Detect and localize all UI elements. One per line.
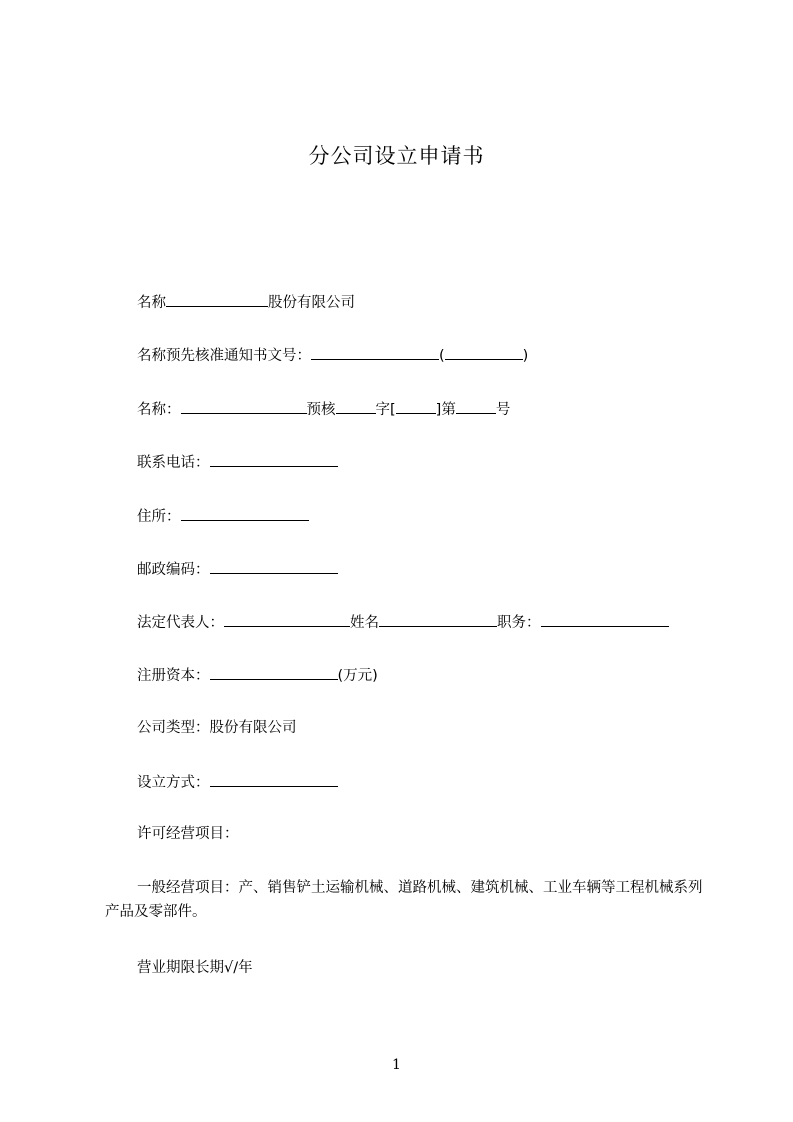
field-postcode bbox=[137, 558, 338, 580]
method-blank[interactable] bbox=[210, 771, 338, 787]
hao-text: 号 bbox=[495, 402, 511, 418]
di-text: ]第 bbox=[435, 402, 456, 418]
postcode-label: 邮政编码： bbox=[137, 562, 210, 578]
position-blank[interactable] bbox=[541, 611, 669, 627]
field-legal-rep bbox=[137, 611, 669, 633]
term-check-icon: √ bbox=[224, 960, 234, 976]
company-type-label: 公司类型： bbox=[137, 720, 210, 736]
field-address bbox=[137, 505, 309, 527]
term-label: 营业期限长期 bbox=[137, 960, 224, 976]
paren-close: ) bbox=[522, 348, 529, 364]
capital-label: 注册资本： bbox=[137, 668, 210, 684]
prenuc-text: 预核 bbox=[306, 402, 336, 418]
zi-blank[interactable] bbox=[396, 398, 436, 414]
postcode-blank[interactable] bbox=[210, 558, 338, 574]
capital-unit: (万元) bbox=[337, 668, 378, 684]
legal-rep-blank[interactable] bbox=[224, 611, 350, 627]
phone-blank[interactable] bbox=[210, 451, 338, 467]
rep-name-label: 姓名 bbox=[350, 615, 379, 631]
page-number: 1 bbox=[392, 1057, 401, 1073]
field-name2 bbox=[137, 398, 510, 420]
address-blank[interactable] bbox=[181, 505, 309, 521]
general-scope bbox=[105, 876, 705, 924]
prenotice-label: 名称预先核准通知书文号： bbox=[137, 348, 311, 364]
name-blank[interactable] bbox=[166, 291, 268, 307]
field-prenotice bbox=[137, 344, 528, 366]
name-label: 名称 bbox=[137, 295, 166, 311]
licensed-label: 许可经营项目： bbox=[137, 826, 239, 842]
field-company-type bbox=[137, 718, 297, 738]
field-name bbox=[137, 291, 355, 313]
position-label: 职务： bbox=[497, 615, 541, 631]
paren-open: ( bbox=[439, 348, 445, 364]
address-label: 住所： bbox=[137, 509, 181, 525]
rep-name-blank[interactable] bbox=[379, 611, 497, 627]
capital-blank[interactable] bbox=[210, 664, 338, 680]
field-method bbox=[137, 771, 338, 793]
zi-text: 字[ bbox=[375, 402, 396, 418]
prenotice-blank[interactable] bbox=[311, 344, 439, 360]
document-title: 分公司设立申请书 bbox=[308, 144, 485, 168]
name-suffix: 股份有限公司 bbox=[268, 295, 355, 311]
prenotice-paren-blank[interactable] bbox=[445, 344, 523, 360]
company-type-value: 股份有限公司 bbox=[209, 720, 297, 736]
term-suffix: /年 bbox=[233, 960, 253, 976]
name2-label: 名称： bbox=[137, 402, 181, 418]
field-capital bbox=[137, 664, 378, 686]
phone-label: 联系电话： bbox=[137, 455, 210, 471]
method-label: 设立方式： bbox=[137, 775, 210, 791]
field-term bbox=[137, 958, 253, 978]
legal-rep-label: 法定代表人： bbox=[137, 615, 224, 631]
field-licensed bbox=[137, 824, 239, 844]
name2-blank[interactable] bbox=[181, 398, 307, 414]
general-scope-text: 一般经营项目：产、销售铲土运输机械、道路机械、建筑机械、工业车辆等工程机械系列产品及零部件。 bbox=[105, 880, 703, 920]
di-blank[interactable] bbox=[456, 398, 496, 414]
prenuc-blank[interactable] bbox=[336, 398, 376, 414]
field-phone bbox=[137, 451, 338, 473]
